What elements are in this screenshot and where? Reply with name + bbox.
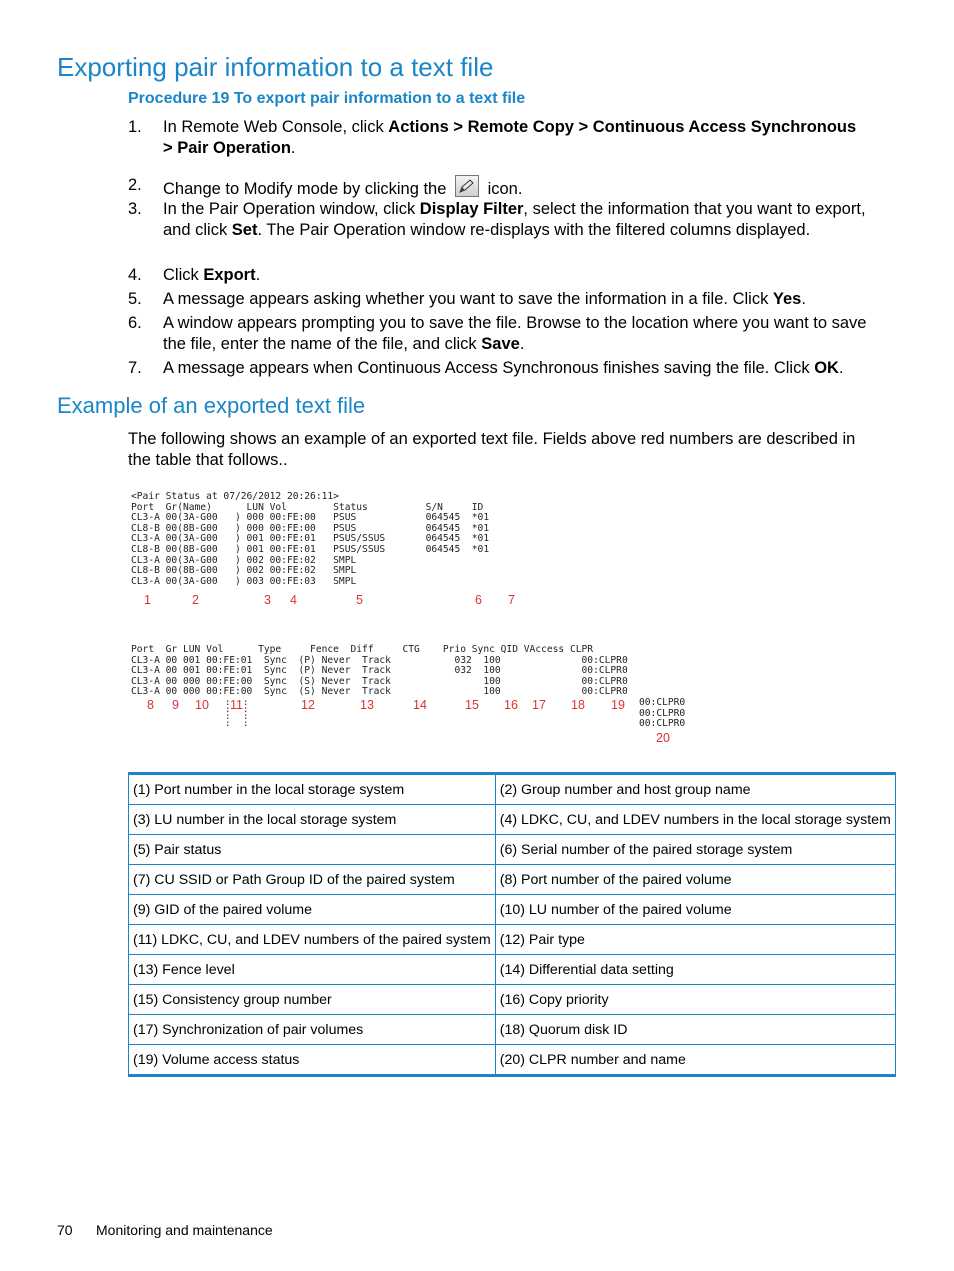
table-row — [129, 895, 896, 925]
console-line: 00:CLPR0 — [639, 707, 686, 719]
table-cell: (5) Pair status — [129, 835, 496, 865]
console-line: CL3-A 00(3A-G00 ) 003 00:FE:03 SMPL — [131, 575, 357, 587]
table-row — [129, 985, 896, 1015]
step-text: A message appears asking whether you want to save the information in a file. Click Yes. — [163, 290, 806, 308]
step-text: In the Pair Operation window, click Display Filter, select the information that you want to export, and click Set. The Pair Operation window re-displays with the filtered columns displayed. — [163, 200, 866, 239]
table-row — [129, 925, 896, 955]
table-cell: (14) Differential data setting — [495, 955, 895, 985]
field-marker: 15 — [465, 698, 479, 712]
modify-pencil-icon — [455, 175, 479, 197]
step-number: 1. — [128, 118, 142, 136]
field-marker: 10 — [195, 698, 209, 712]
field-marker: 7 — [508, 593, 515, 607]
table-row — [129, 1045, 896, 1076]
page-footer — [57, 1222, 273, 1238]
field-marker: 9 — [172, 698, 179, 712]
console-line: <Pair Status at 07/26/2012 20:26:11> — [131, 491, 339, 502]
field-marker: 8 — [147, 698, 154, 712]
field-marker: 14 — [413, 698, 427, 712]
field-marker: 11 — [230, 698, 243, 712]
field-marker: 20 — [656, 731, 670, 745]
table-row — [129, 835, 896, 865]
table-cell: (15) Consistency group number — [129, 985, 496, 1015]
field-marker: 19 — [611, 698, 625, 712]
table-row — [129, 1015, 896, 1045]
console-line: CL8-B 00(8B-G00 ) 000 00:FE:00 PSUS 064545 *01 — [131, 522, 490, 534]
table-cell: (4) LDKC, CU, and LDEV numbers in the local storage system — [495, 805, 895, 835]
table-row — [129, 774, 896, 805]
table-cell: (11) LDKC, CU, and LDEV numbers of the paired system — [129, 925, 496, 955]
step-number: 4. — [128, 266, 142, 284]
table-row — [129, 865, 896, 895]
table-cell: (3) LU number in the local storage system — [129, 805, 496, 835]
table-cell: (6) Serial number of the paired storage system — [495, 835, 895, 865]
page-heading: Exporting pair information to a text file — [57, 52, 494, 82]
table-cell: (9) GID of the paired volume — [129, 895, 496, 925]
continuation-dots: : : : : — [225, 698, 231, 729]
console-line: CL8-B 00(8B-G00 ) 002 00:FE:02 SMPL — [131, 565, 357, 577]
console-line: CL3-A 00 000 00:FE:00 Sync (S) Never Track 100 00:CLPR0 — [131, 675, 628, 687]
field-marker: 6 — [475, 593, 482, 607]
console-line: CL3-A 00(3A-G00 ) 000 00:FE:00 PSUS 064545 *01 — [131, 512, 490, 524]
field-description-table — [128, 772, 896, 1077]
table-cell: (12) Pair type — [495, 925, 895, 955]
step-text: Click Export. — [163, 266, 261, 284]
table-cell: (10) LU number of the paired volume — [495, 895, 895, 925]
page-number: 70 — [57, 1222, 73, 1238]
table-cell: (17) Synchronization of pair volumes — [129, 1015, 496, 1045]
step-text: A message appears when Continuous Access Synchronous finishes saving the file. Click OK. — [163, 359, 844, 377]
table-row — [129, 805, 896, 835]
table-cell: (20) CLPR number and name — [495, 1045, 895, 1076]
table-cell: (19) Volume access status — [129, 1045, 496, 1076]
field-marker: 12 — [301, 698, 315, 712]
field-marker: 3 — [264, 593, 271, 607]
procedure-title: Procedure 19 To export pair information to a text file — [128, 90, 526, 107]
console-line: Port Gr(Name) LUN Vol Status S/N ID — [131, 501, 484, 513]
field-marker: 2 — [192, 593, 199, 607]
field-marker: 17 — [532, 698, 546, 712]
field-marker: 5 — [356, 593, 363, 607]
table-cell: (16) Copy priority — [495, 985, 895, 1015]
console-line: CL3-A 00 000 00:FE:00 Sync (S) Never Track 100 00:CLPR0 — [131, 686, 628, 698]
table-cell: (8) Port number of the paired volume — [495, 865, 895, 895]
step-text: A window appears prompting you to save the file. Browse to the location where you want to save the file, enter the name of the file, and click Save. — [163, 314, 867, 353]
console-output-top — [131, 492, 489, 587]
console-line: CL8-B 00(8B-G00 ) 001 00:FE:01 PSUS/SSUS 064545 *01 — [131, 543, 490, 555]
step-number: 6. — [128, 314, 142, 332]
section-name: Monitoring and maintenance — [96, 1222, 273, 1238]
step-text: In Remote Web Console, click Actions > Remote Copy > Continuous Access Synchronous > Pair Operation. — [163, 118, 857, 157]
step-text: Change to Modify mode by clicking the icon. — [163, 175, 868, 200]
table-cell: (1) Port number in the local storage system — [129, 774, 496, 805]
field-marker: 13 — [360, 698, 374, 712]
console-line: CL3-A 00(3A-G00 ) 002 00:FE:02 SMPL — [131, 554, 357, 566]
table-cell: (2) Group number and host group name — [495, 774, 895, 805]
console-line: 00:CLPR0 — [639, 718, 686, 730]
step-number: 2. — [128, 176, 142, 194]
console-line: 00:CLPR0 — [639, 697, 686, 708]
field-marker: 18 — [571, 698, 585, 712]
table-row — [129, 955, 896, 985]
continuation-dots: : : : : — [243, 698, 249, 729]
console-line: CL3-A 00(3A-G00 ) 001 00:FE:01 PSUS/SSUS 064545 *01 — [131, 533, 490, 545]
example-intro: The following shows an example of an exported text file. Fields above red numbers are described in the table that follows.. — [128, 430, 856, 469]
console-line: Port Gr LUN Vol Type Fence Diff CTG Prio Sync QID VAccess CLPR — [131, 644, 594, 655]
field-marker: 16 — [504, 698, 518, 712]
table-cell: (18) Quorum disk ID — [495, 1015, 895, 1045]
step-number: 5. — [128, 290, 142, 308]
console-line: CL3-A 00 001 00:FE:01 Sync (P) Never Track 032 100 00:CLPR0 — [131, 665, 628, 677]
field-marker: 4 — [290, 593, 297, 607]
console-output-bottom — [131, 645, 628, 698]
step-number: 3. — [128, 200, 142, 218]
example-heading: Example of an exported text file — [57, 393, 366, 418]
step-number: 7. — [128, 359, 142, 377]
field-marker: 1 — [144, 593, 151, 607]
console-line: CL3-A 00 001 00:FE:01 Sync (P) Never Track 032 100 00:CLPR0 — [131, 654, 628, 666]
table-cell: (13) Fence level — [129, 955, 496, 985]
table-cell: (7) CU SSID or Path Group ID of the paired system — [129, 865, 496, 895]
console-output-tail — [639, 698, 685, 730]
menu-path: Actions > Remote Copy > Continuous Access Synchronous > Pair Operation — [163, 118, 857, 157]
